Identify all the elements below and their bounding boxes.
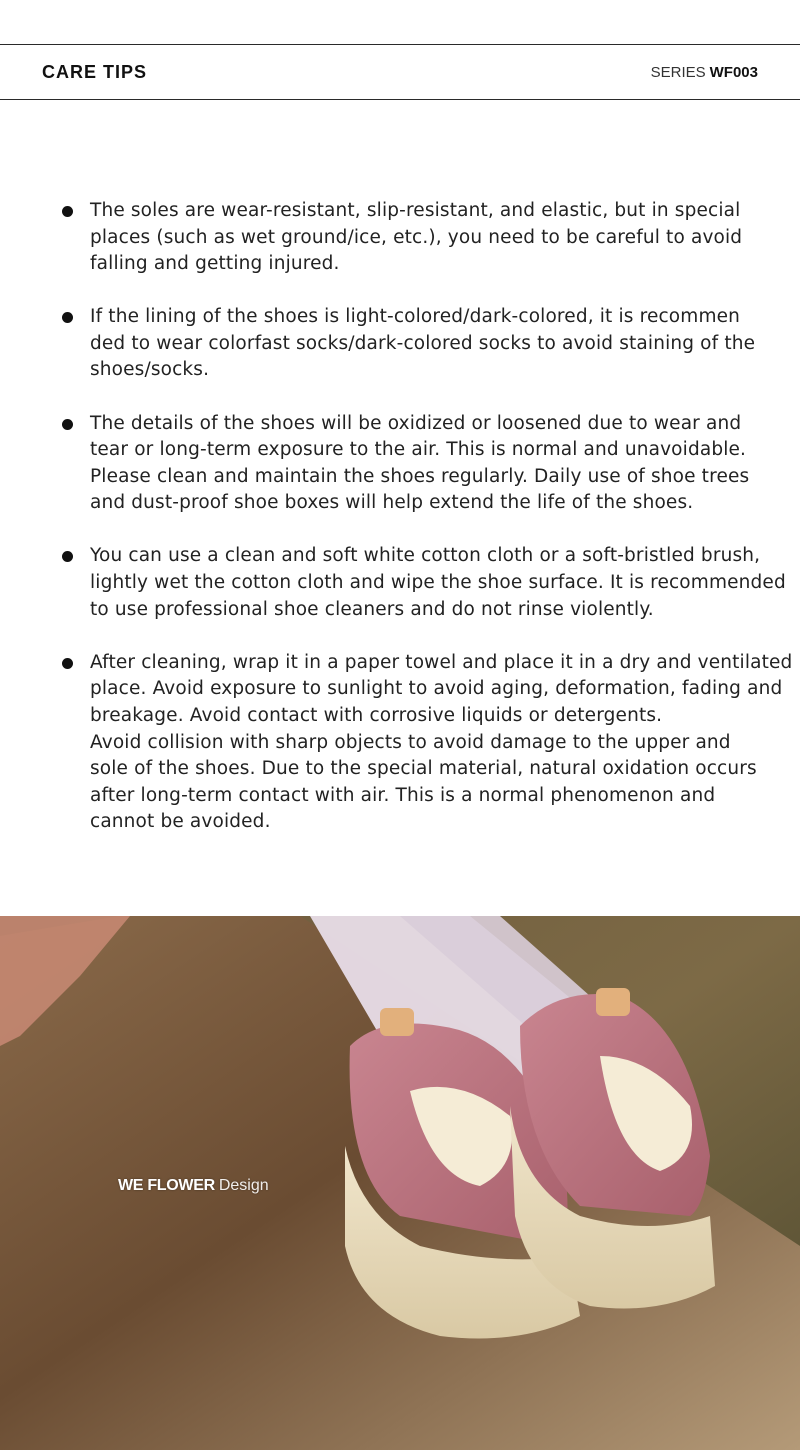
tip-line: Please clean and maintain the shoes regularly. Daily use of shoe trees xyxy=(90,465,750,487)
heel-tab-left xyxy=(380,1008,414,1036)
tip-line: The soles are wear-resistant, slip-resistant, and elastic, but in special xyxy=(90,200,741,221)
tip-line: tear or long-term exposure to the air. This is normal and unavoidable. xyxy=(90,439,747,461)
bullet-icon xyxy=(62,312,73,323)
tip-line: after long-term contact with air. This is a normal phenomenon and xyxy=(90,784,716,806)
tip-line: places (such as wet ground/ice, etc.), you need to be careful to avoid xyxy=(90,226,743,248)
brand-suffix: Design xyxy=(218,1177,269,1194)
list-item xyxy=(62,304,762,384)
list-item xyxy=(62,543,786,623)
tip-line: After cleaning, wrap it in a paper towel and place it in a dry and ventilated xyxy=(90,651,793,673)
tip-line: and dust-proof shoe boxes will help extend the life of the shoes. xyxy=(90,492,694,514)
tip-line: ded to wear colorfast socks/dark-colored socks to avoid staining of the xyxy=(90,332,756,354)
heel-tab-right xyxy=(596,988,630,1016)
bullet-icon xyxy=(62,551,73,562)
tip-line: The details of the shoes will be oxidized or loosened due to wear and xyxy=(90,412,742,434)
tip-line: cannot be avoided. xyxy=(90,811,271,833)
tip-line: If the lining of the shoes is light-colored/dark-colored, it is recommen xyxy=(90,306,741,328)
list-item xyxy=(62,198,762,278)
series-code: WF003 xyxy=(709,64,758,81)
tip-line: lightly wet the cotton cloth and wipe the shoe surface. It is recommended xyxy=(90,572,786,594)
tip-line: shoes/socks. xyxy=(90,359,210,381)
bullet-icon xyxy=(62,206,73,217)
brand-watermark xyxy=(118,1177,269,1195)
tip-line: falling and getting injured. xyxy=(90,253,340,275)
tip-line: sole of the shoes. Due to the special material, natural oxidation occurs xyxy=(90,758,757,780)
tip-line: breakage. Avoid contact with corrosive liquids or detergents. xyxy=(90,704,663,726)
tip-line: You can use a clean and soft white cotton cloth or a soft-bristled brush, xyxy=(90,545,761,567)
brand-name: WE FLOWER xyxy=(118,1177,215,1194)
bullet-icon xyxy=(62,658,73,669)
tip-line: to use professional shoe cleaners and do not rinse violently. xyxy=(90,598,654,620)
bullet-icon xyxy=(62,419,73,430)
list-item xyxy=(62,411,762,517)
series-label xyxy=(651,64,758,81)
series-prefix: SERIES xyxy=(650,64,706,81)
care-tips-list xyxy=(62,198,793,862)
page-title: CARE TIPS xyxy=(42,62,148,82)
tip-line: Avoid collision with sharp objects to avoid damage to the upper and xyxy=(90,731,731,753)
tip-line: place. Avoid exposure to sunlight to avoid aging, deformation, fading and xyxy=(90,678,783,700)
product-photo xyxy=(0,916,800,1450)
header-bar xyxy=(0,44,800,100)
list-item xyxy=(62,650,793,836)
